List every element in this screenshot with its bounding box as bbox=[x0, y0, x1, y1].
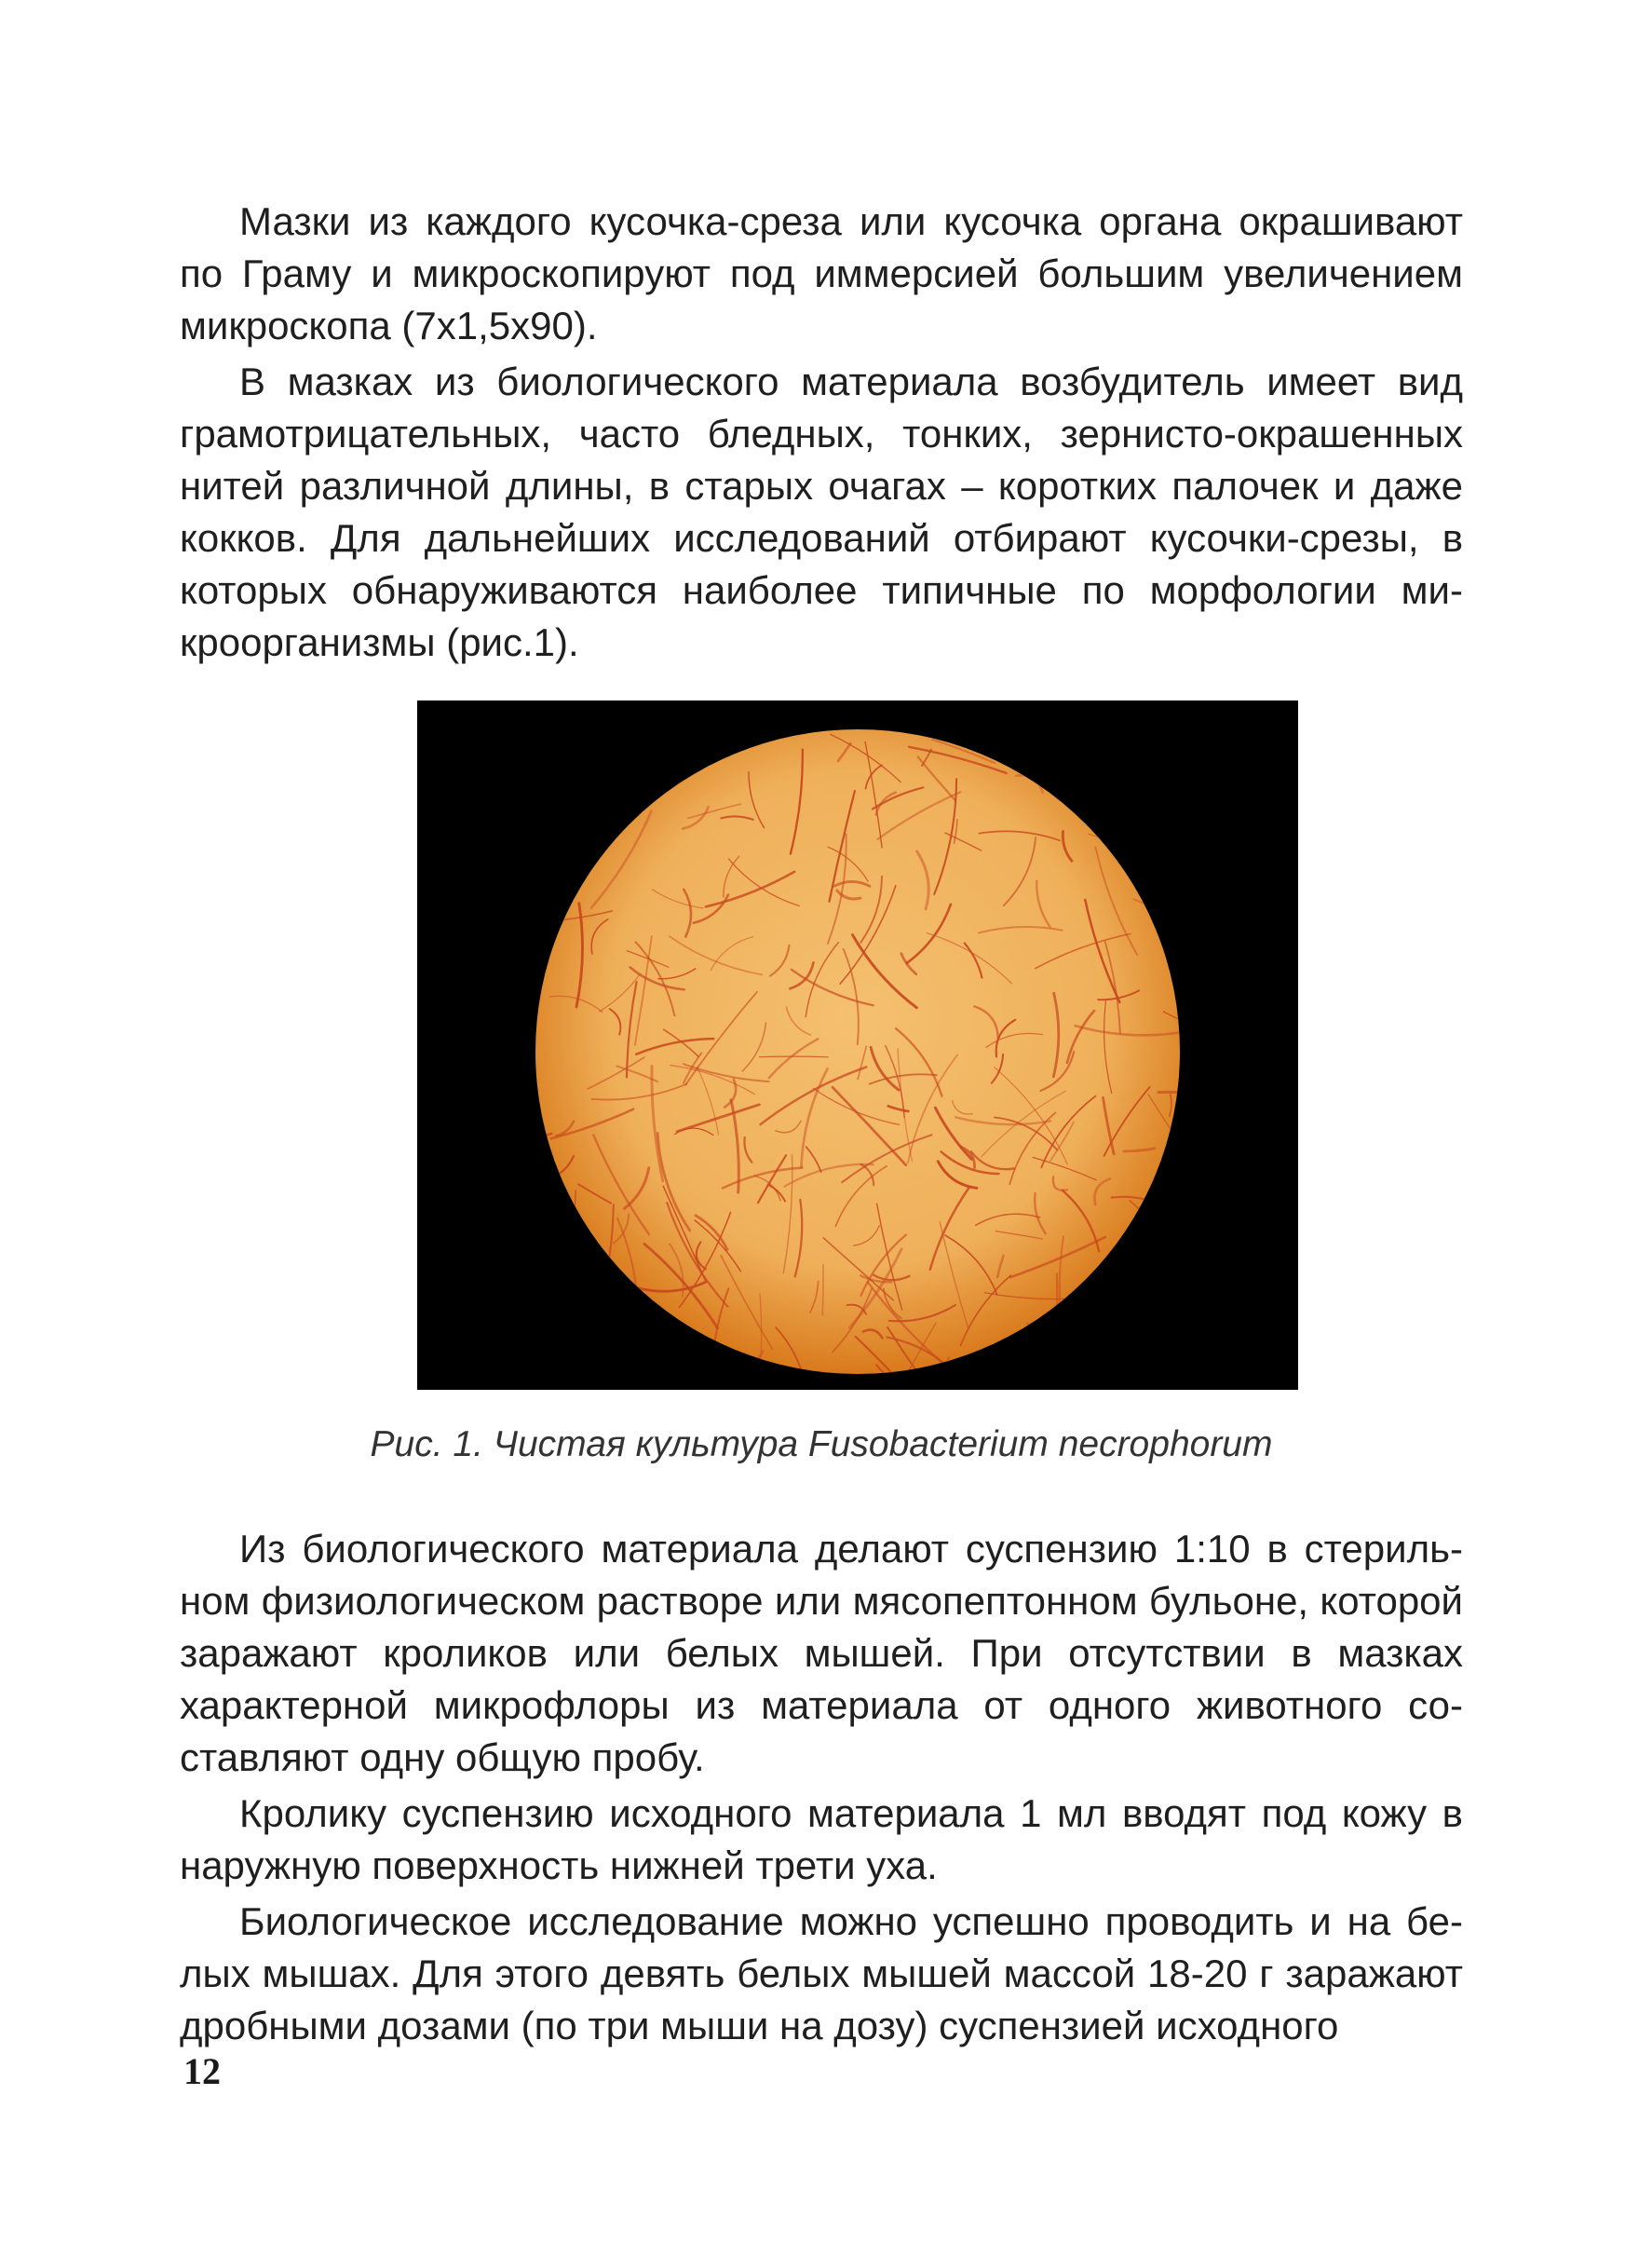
microscope-figure bbox=[417, 700, 1298, 1390]
bacterium-filament bbox=[822, 1265, 823, 1315]
bacterium-filament bbox=[760, 1056, 829, 1057]
paragraph: Мазки из каждого кусочка-среза или кусочка органа окрашивают по Граму и микроскопируют под иммерсией большим увеличением микроскопа (7х1,5х90). bbox=[180, 199, 1463, 347]
microscope-field-image bbox=[417, 700, 1298, 1390]
paragraph: Кролику суспензию исходного материала 1 мл вводят под кожу в наружную поверхность нижней трети уха. bbox=[180, 1791, 1463, 1887]
paragraph: В мазках из биологического материала возбудитель имеет вид грамотрицательных, часто бледных, тонких, зернисто-окрашенных нитей различной длины, в старых очагах – коротких палочек и даже кокков. Для дальнейших исследований отбирают кусочки-срезы, в которых обнаруживаются наиболее типичные по морфологии микроорганизмы (рис.1). bbox=[180, 360, 1463, 664]
paragraph: Биологическое исследование можно успешно проводить и на белых мышах. Для этого девять белых мышей массой 18-20 г заражают дробными дозами (по три мыши на дозу) суспензией исходного bbox=[180, 1899, 1463, 2047]
figure-caption: Рис. 1. Чистая культура Fusobacterium necrophorum bbox=[370, 1424, 1273, 1464]
page-number: 12 bbox=[183, 2050, 221, 2092]
text-block-top bbox=[180, 196, 1463, 673]
paragraph: Из биологического материала делают суспензию 1:10 в стерильном физиологическом растворе или мясопептонном бульоне, которой заражают кроликов или белых мышей. При отсутствии в мазках характерной микрофлоры из материала от одного животного составляют одну общую пробу. bbox=[180, 1527, 1463, 1779]
text-block-bottom bbox=[180, 1523, 1463, 2056]
microscope-field bbox=[535, 729, 1180, 1374]
